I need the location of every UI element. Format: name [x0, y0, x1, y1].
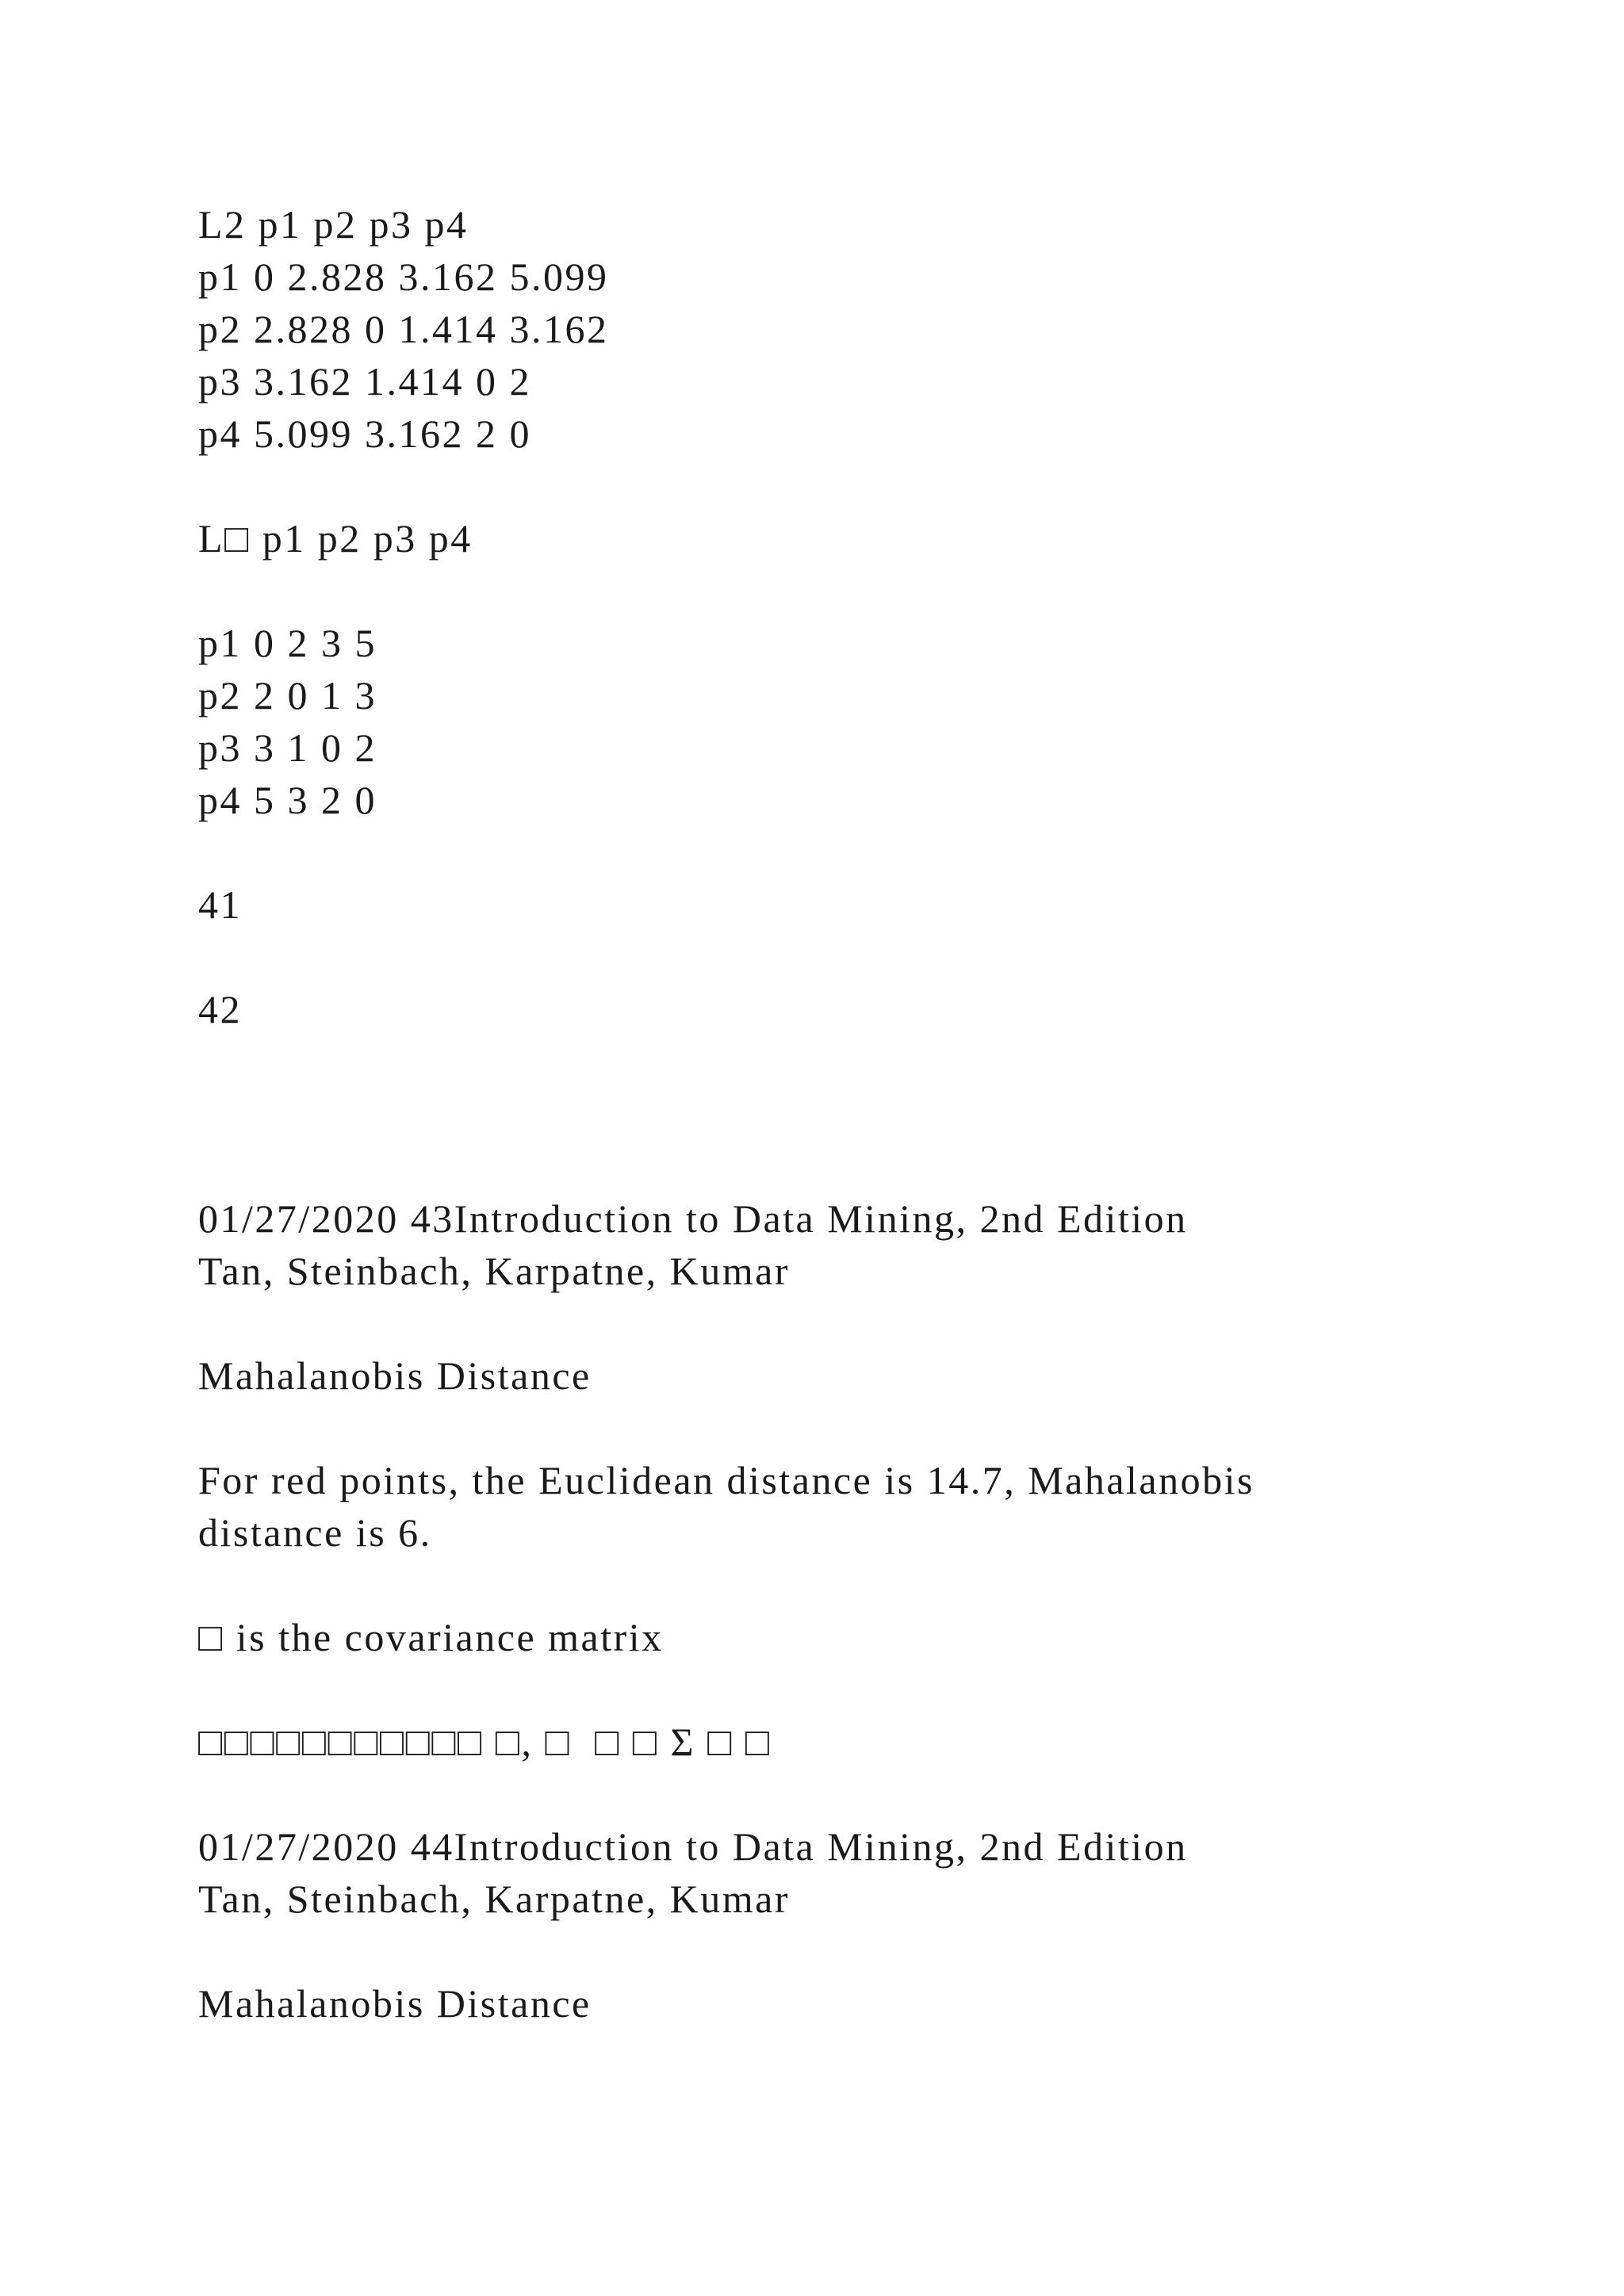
l2-matrix-row-p2: p2 2.828 0 1.414 3.162: [198, 307, 609, 351]
body-text-line-1: For red points, the Euclidean distance is 14.7, Mahalanobis: [198, 1458, 1254, 1502]
section-title: Mahalanobis Distance: [198, 1353, 592, 1398]
slide-footer-43: 01/27/2020 43Introduction to Data Mining, 2nd Edition: [198, 1196, 1188, 1241]
linf-matrix-header: L□ p1 p2 p3 p4: [198, 516, 473, 561]
l2-matrix-row-p3: p3 3.162 1.414 0 2: [198, 359, 531, 404]
slide-authors-43: Tan, Steinbach, Karpatne, Kumar: [198, 1249, 790, 1293]
linf-matrix-row-p2: p2 2 0 1 3: [198, 673, 377, 718]
linf-matrix-row-p1: p1 0 2 3 5: [198, 621, 377, 665]
l2-matrix-row-p1: p1 0 2.828 3.162 5.099: [198, 254, 609, 299]
formula-placeholder: □□□□□□□□□□□ □, □ □ □ Σ □ □: [198, 1720, 772, 1764]
section-title-2: Mahalanobis Distance: [198, 1981, 592, 2026]
linf-matrix-row-p4: p4 5 3 2 0: [198, 778, 377, 822]
body-text-line-2: distance is 6.: [198, 1510, 432, 1555]
slide-footer-44: 01/27/2020 44Introduction to Data Mining, 2nd Edition: [198, 1824, 1188, 1869]
slide-authors-44: Tan, Steinbach, Karpatne, Kumar: [198, 1877, 790, 1921]
l2-matrix-header: L2 p1 p2 p3 p4: [198, 202, 469, 247]
page-number-42: 42: [198, 987, 242, 1031]
l2-matrix-row-p4: p4 5.099 3.162 2 0: [198, 411, 531, 456]
covariance-note: □ is the covariance matrix: [198, 1615, 664, 1659]
linf-matrix-row-p3: p3 3 1 0 2: [198, 725, 377, 770]
page-number-41: 41: [198, 882, 242, 927]
